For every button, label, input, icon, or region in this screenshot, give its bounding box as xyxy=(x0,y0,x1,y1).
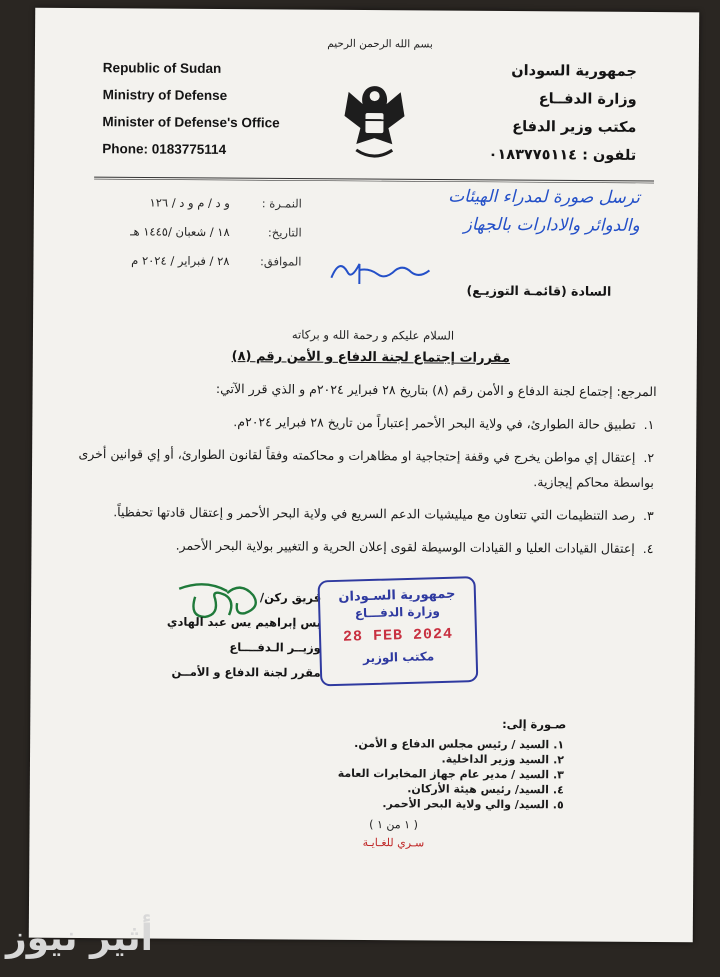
cc-number: ٤. xyxy=(552,783,564,797)
decision-item xyxy=(64,499,654,528)
addressee: السادة (قائمـة التوزيـع) xyxy=(466,282,612,299)
greeting: السلام عليكم و رحمة الله و بركاته xyxy=(291,327,455,343)
ref-greg-label: الموافق: xyxy=(259,254,302,269)
watermark-logo: أثير نيوز xyxy=(6,918,153,959)
decision-text: تطبيق حالة الطوارئ، في ولاية البحر الأحمر إعتباراً من تاريخ ٢٨ فبراير ٢٠٢٤م. xyxy=(233,414,636,432)
subject-line: مقررات إجتماع لجنة الدفاع و الأمن رقم (٨) xyxy=(231,349,511,367)
cc-number: ٢. xyxy=(553,753,565,767)
en-office: Minister of Defense's Office xyxy=(102,114,280,131)
signatory-block xyxy=(131,584,322,685)
handwritten-signature-icon xyxy=(325,250,445,291)
decision-number: ١. xyxy=(643,416,655,433)
cc-title: صـورة إلى: xyxy=(502,716,567,732)
reference-intro: المرجع: إجتماع لجنة الدفاع و الأمن رقم (٨) بتاريخ ٢٨ فبراير ٢٠٢٤م و الذي قرر الآتي: xyxy=(215,380,657,400)
ref-date-label: التاريخ: xyxy=(267,225,302,240)
cc-number: ١. xyxy=(553,738,565,752)
eagle-emblem-icon xyxy=(334,72,415,169)
decision-text: إعتقال إي مواطن يخرج في وقفة إحتجاجية او مظاهرات و محاكمته وفقاً لقانون الطوارئ، أو إي قوانين أخرى بواسطة محاكم إيجازية. xyxy=(78,446,655,491)
classification-label: سـري للغـايـة xyxy=(362,835,425,850)
decision-number: ٢. xyxy=(643,449,655,466)
cc-list xyxy=(264,735,565,812)
ref-hijri-date xyxy=(102,217,302,247)
ref-date-value: ١٨ / شعبان /١٤٤٥ هـ xyxy=(130,224,230,240)
official-stamp xyxy=(317,576,478,686)
ref-number xyxy=(102,188,302,218)
ref-number-value: و د / م و د / ١٢٦ xyxy=(149,195,230,211)
cc-text: السيد/ رئيس هيئة الأركان. xyxy=(407,782,549,797)
cc-text: السيد وزير الداخلية. xyxy=(441,752,550,767)
signatory-name: يس إبراهيم يس عبد الهادي xyxy=(166,614,322,630)
stamp-date: 28 FEB 2024 xyxy=(342,625,454,646)
page-number: ( ١ من ١ ) xyxy=(369,818,418,832)
ref-number-label: النمـرة : xyxy=(261,196,302,211)
basmala: بسم الله الرحمن الرحيم xyxy=(327,37,433,51)
decision-text: إعتقال القيادات العليا و القيادات الوسيطة لقوى إعلان الحرية و التغيير بولاية البحر الأحمر. xyxy=(175,537,635,556)
document-page xyxy=(29,8,699,943)
decision-text: رصد التنظيمات التي تتعاون مع ميليشيات الدعم السريع في ولاية البحر الأحمر و إعتقال قادتها تحفظياً. xyxy=(113,504,636,523)
cc-number: ٥. xyxy=(552,798,564,812)
decision-item xyxy=(64,441,654,495)
signatory-title: وزيــر الـدفــــاع xyxy=(229,640,321,655)
cc-number: ٣. xyxy=(552,768,564,782)
ref-greg-value: ٢٨ / فبراير / ٢٠٢٤ م xyxy=(131,253,230,269)
en-country: Republic of Sudan xyxy=(102,60,222,76)
cc-item xyxy=(264,795,564,812)
decisions-list xyxy=(63,408,654,569)
arabic-letterhead xyxy=(488,57,636,170)
ar-office: مكتب وزير الدفاع xyxy=(512,119,637,136)
stamp-country: جمهورية السـودان xyxy=(338,586,456,605)
handwritten-line-1: ترسل صورة لمدراء الهيئات xyxy=(448,186,641,208)
ref-greg-date xyxy=(101,246,301,276)
handwritten-line-2: والدوائر والادارات بالجهاز xyxy=(463,214,640,236)
english-letterhead xyxy=(102,54,280,163)
stamp-ministry: وزارة الدفـــاع xyxy=(354,604,441,621)
ar-phone: تلفون : ٠١٨٣٧٧٥١١٤ xyxy=(488,146,637,164)
signatory-role: مقرر لجنة الدفاع و الأمــن xyxy=(171,664,321,680)
decision-item xyxy=(63,532,653,561)
cc-text: السيد / رئيس مجلس الدفاع و الأمن. xyxy=(354,736,550,752)
ar-country: جمهورية السودان xyxy=(511,63,637,80)
stamp-office: مكتب الوزير xyxy=(362,649,435,666)
reference-block xyxy=(101,188,302,276)
en-ministry: Ministry of Defense xyxy=(102,87,228,104)
en-phone: Phone: 0183775114 xyxy=(102,141,227,158)
decision-number: ٤. xyxy=(642,540,654,557)
decision-item xyxy=(64,408,654,437)
decision-number: ٣. xyxy=(642,507,654,524)
cc-text: السيد / مدير عام جهاز المخابرات العامة xyxy=(337,766,550,782)
signatory-rank: فريق ركن/ xyxy=(259,590,322,605)
handwritten-note xyxy=(320,182,640,240)
cc-text: السيد/ والي ولاية البحر الأحمر. xyxy=(382,797,549,812)
ar-ministry: وزارة الدفــاع xyxy=(538,91,637,108)
